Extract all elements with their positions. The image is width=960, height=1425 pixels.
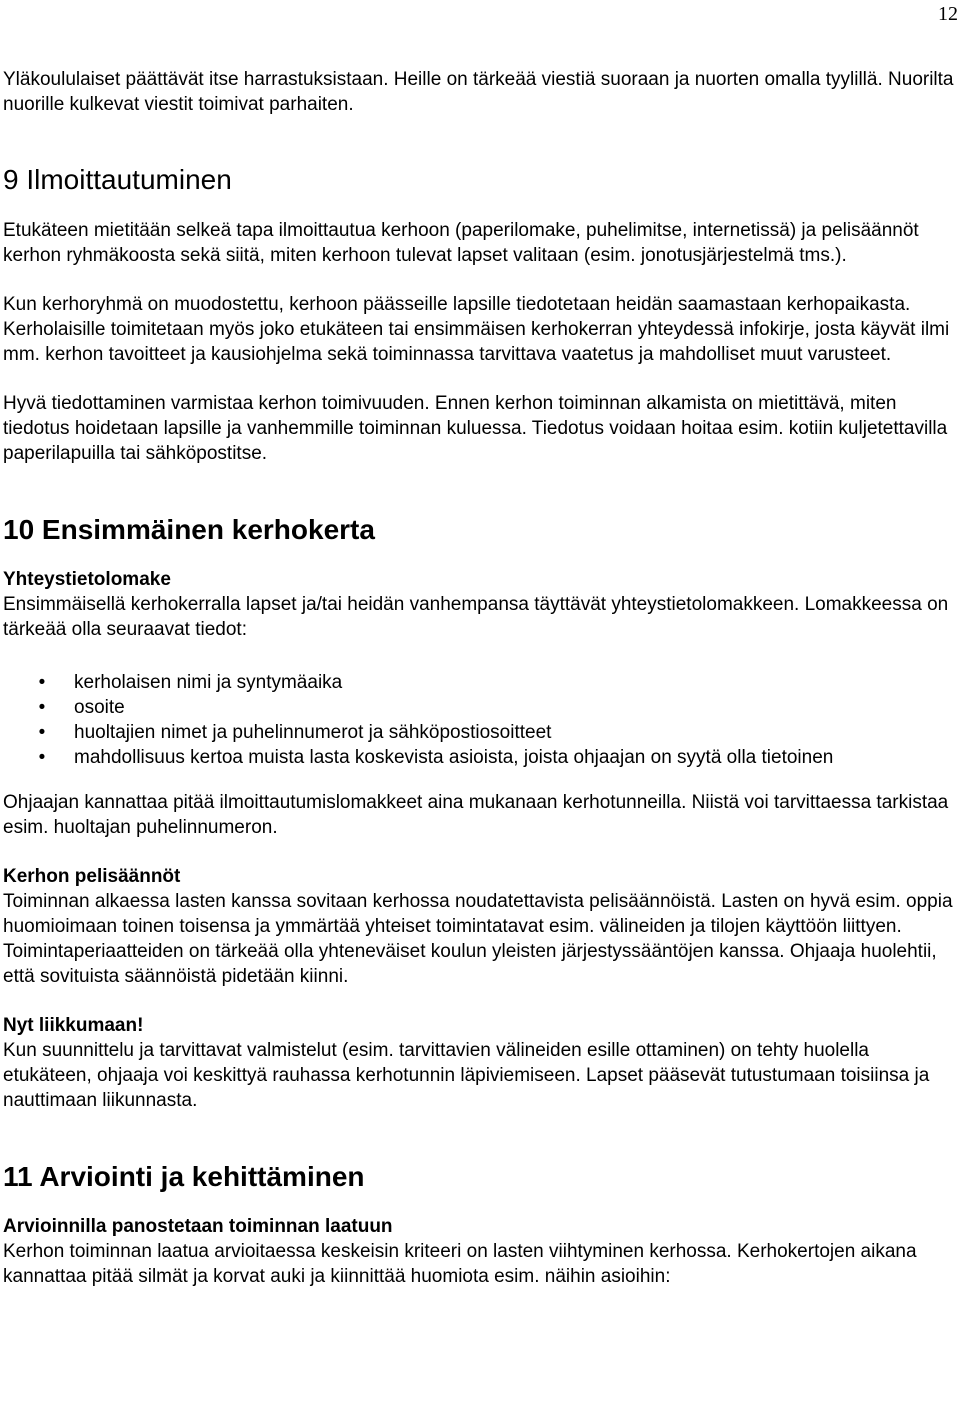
get-moving-paragraph: Kun suunnittelu ja tarvittavat valmistelut (esim. tarvittavien välineiden esille ottaminen) on tehty huolella etukäteen, ohjaaja voi keskittyä rauhassa kerhotunnin läpiviemiseen. Lapset pääsevät tutustumaan toisiinsa ja nauttimaan liikunnasta. bbox=[3, 1040, 930, 1111]
club-rules-paragraph: Toiminnan alkaessa lasten kanssa sovitaan kerhossa noudatettavista pelisäännöistä. Lasten on hyvä esim. oppia huomioimaan toinen toisensa ja ymmärtää yhteiset toimintatavat esim. välineiden ja tilojen käyttöön liittyen. Toimintaperiaatteiden on tärkeää olla yhteneväiset koulun yleisten järjestyssääntöjen kanssa. Ohjaaja huolehtii, että sovituista säännöistä pidetään kiinni. bbox=[3, 891, 953, 987]
contact-form-subheading: Yhteystietolomake bbox=[3, 569, 171, 590]
document-body bbox=[3, 67, 957, 1289]
club-rules-subheading: Kerhon pelisäännöt bbox=[3, 866, 181, 887]
list-item-text: kerholaisen nimi ja syntymäaika bbox=[74, 672, 343, 693]
bullet-icon: • bbox=[38, 672, 46, 693]
list-item bbox=[3, 745, 957, 770]
bullet-icon: • bbox=[38, 747, 46, 768]
bullet-icon: • bbox=[38, 697, 46, 718]
section-10-heading: 10 Ensimmäinen kerhokerta bbox=[3, 514, 375, 545]
section-9-paragraph-3: Hyvä tiedottaminen varmistaa kerhon toimivuuden. Ennen kerhon toiminnan alkamista on mietittävä, miten tiedotus hoidetaan lapsille ja vanhemmille toiminnan kuluessa. Tiedotus voidaan hoitaa esim. kotiin kuljetettavilla paperilapuilla tai sähköpostitse. bbox=[3, 393, 948, 464]
section-9-heading: 9 Ilmoittautuminen bbox=[3, 164, 232, 195]
section-9-paragraph-2: Kun kerhoryhmä on muodostettu, kerhoon päässeille lapsille tiedotetaan heidän saamastaan kerhopaikasta. Kerholaisille toimitetaan myös joko etukäteen tai ensimmäisen kerhokerran yhteydessä infokirje, josta käyvät ilmi mm. kerhon tavoitteet ja kausiohjelma sekä toiminnassa tarvittava vaatetus ja mahdolliset muut varusteet. bbox=[3, 294, 950, 365]
section-9-paragraph-1: Etukäteen mietitään selkeä tapa ilmoittautua kerhoon (paperilomake, puhelimitse, internetissä) ja pelisäännöt kerhon ryhmäkoosta sekä siitä, miten kerhoon tulevat lapset valitaan (esim. jonotusjärjestelmä tms.). bbox=[3, 220, 919, 266]
section-11-heading: 11 Arviointi ja kehittäminen bbox=[3, 1161, 365, 1192]
list-item bbox=[3, 695, 957, 720]
bullet-icon: • bbox=[38, 722, 46, 743]
contact-info-list bbox=[3, 670, 957, 770]
evaluation-subheading: Arvioinnilla panostetaan toiminnan laatuun bbox=[3, 1216, 393, 1237]
get-moving-subheading: Nyt liikkumaan! bbox=[3, 1015, 144, 1036]
list-item-text: osoite bbox=[74, 697, 125, 718]
list-item-text: huoltajien nimet ja puhelinnumerot ja sähköpostiosoitteet bbox=[74, 722, 552, 743]
list-item-text: mahdollisuus kertoa muista lasta koskevista asioista, joista ohjaajan on syytä olla tietoinen bbox=[74, 747, 834, 768]
evaluation-paragraph: Kerhon toiminnan laatua arvioitaessa keskeisin kriteeri on lasten viihtyminen kerhossa. Kerhokertojen aikana kannattaa pitää silmät ja korvat auki ja kiinnittää huomiota esim. näihin asioihin: bbox=[3, 1241, 917, 1287]
page-number: 12 bbox=[938, 3, 958, 25]
contact-form-paragraph: Ensimmäisellä kerhokerralla lapset ja/tai heidän vanhempansa täyttävät yhteystietolomakkeen. Lomakkeessa on tärkeää olla seuraavat tiedot: bbox=[3, 594, 949, 640]
list-item bbox=[3, 720, 957, 745]
list-item bbox=[3, 670, 957, 695]
contact-form-after-paragraph: Ohjaajan kannattaa pitää ilmoittautumislomakkeet aina mukanaan kerhotunneilla. Niistä voi tarvittaessa tarkistaa esim. huoltajan puhelinnumeron. bbox=[3, 792, 949, 838]
intro-paragraph: Yläkoululaiset päättävät itse harrastuksistaan. Heille on tärkeää viestiä suoraan ja nuorten omalla tyylillä. Nuorilta nuorille kulkevat viestit toimivat parhaiten. bbox=[3, 69, 954, 115]
